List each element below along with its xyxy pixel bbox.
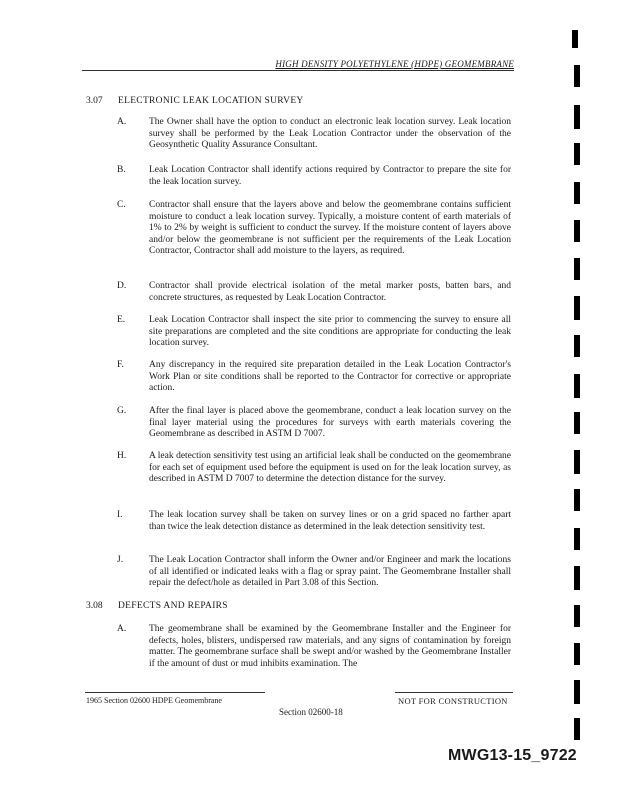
scan-edge-mark bbox=[572, 30, 578, 48]
item-paragraph: The geomembrane shall be examined by the Geomembrane Installer and the Engineer for defects, holes, blisters, undispersed raw materials, and any signs of contamination by foreign matter. The geomembrane surface shall be swept and/or washed by the Geomembrane Installer if the amount of dust or mud inhibits examination. The bbox=[149, 624, 511, 669]
item-letter: A. bbox=[117, 624, 127, 634]
scan-edge-mark bbox=[574, 296, 580, 320]
section-title: DEFECTS AND REPAIRS bbox=[118, 601, 228, 611]
item-letter: J. bbox=[117, 555, 124, 565]
scan-edge-mark bbox=[574, 182, 580, 204]
item-paragraph: The leak location survey shall be taken on survey lines or on a grid spaced no farther apart than twice the leak detection distance as determined in the leak detection sensitivity test. bbox=[149, 510, 511, 532]
item-paragraph: Leak Location Contractor shall inspect the site prior to commencing the survey to ensure all site preparations are completed and the site conditions are appropriate for conducting the leak location survey. bbox=[149, 315, 511, 348]
scan-edge-mark bbox=[574, 65, 580, 87]
item-letter: G. bbox=[117, 406, 127, 416]
footer-right: NOT FOR CONSTRUCTION bbox=[398, 696, 508, 706]
bates-number: MWG13-15_9722 bbox=[448, 747, 577, 764]
header-title: HIGH DENSITY POLYETHYLENE (HDPE) GEOMEMBRANE bbox=[275, 59, 514, 69]
section-number: 3.08 bbox=[86, 601, 103, 611]
scan-edge-mark bbox=[574, 528, 580, 550]
item-paragraph: The Owner shall have the option to conduct an electronic leak location survey. Leak location survey shall be performed by the Leak Location Contractor under the observation of the Geosynthetic Quality Assurance Consultant. bbox=[149, 117, 511, 150]
item-paragraph: The Leak Location Contractor shall inform the Owner and/or Engineer and mark the locations of all identified or indicated leaks with a flag or spray paint. The Geomembrane Installer shall repair the defect/hole as detailed in Part 3.08 of this Section. bbox=[149, 555, 511, 588]
footer-page-number: Section 02600-18 bbox=[279, 707, 343, 717]
scan-edge-mark bbox=[574, 143, 580, 165]
item-letter: D. bbox=[117, 281, 127, 291]
scan-edge-mark bbox=[574, 220, 580, 242]
item-letter: F. bbox=[117, 360, 124, 370]
item-letter: I. bbox=[117, 510, 123, 520]
scan-edge-mark bbox=[574, 489, 580, 511]
scan-edge-mark bbox=[574, 643, 580, 665]
item-paragraph: Contractor shall ensure that the layers above and below the geomembrane contains sufficient moisture to conduct a leak location survey. Typically, a moisture content of earth materials of 1% to 2% by weight is sufficient to conduct the survey. If the moisture content of layers above and/or below the geomembrane is not sufficient per the requirements of the Leak Location Contractor, Contractor shall add moisture to the layers, as required. bbox=[149, 200, 511, 256]
scan-edge-mark bbox=[574, 412, 580, 434]
scan-edge-mark bbox=[574, 374, 580, 398]
scan-edge-mark bbox=[574, 605, 580, 627]
scan-edge-mark bbox=[574, 258, 580, 280]
item-paragraph: Leak Location Contractor shall identify actions required by Contractor to prepare the site for the leak location survey. bbox=[149, 165, 511, 187]
scan-edge-mark bbox=[574, 335, 580, 357]
scan-edge-mark bbox=[574, 566, 580, 590]
item-paragraph: After the final layer is placed above the geomembrane, conduct a leak location survey on the final layer material using the procedures for surveys with earth materials covering the Geomembrane as described in ASTM D 7007. bbox=[149, 406, 511, 439]
item-letter: A. bbox=[117, 117, 127, 127]
scan-edge-mark bbox=[574, 718, 580, 740]
footer-rule-right bbox=[395, 692, 513, 693]
section-number: 3.07 bbox=[86, 96, 103, 106]
item-letter: B. bbox=[117, 165, 126, 175]
footer-rule-left bbox=[85, 692, 265, 693]
item-letter: C. bbox=[117, 200, 126, 210]
scan-edge-mark bbox=[574, 450, 580, 474]
scan-edge-mark bbox=[574, 680, 580, 704]
item-paragraph: A leak detection sensitivity test using an artificial leak shall be conducted on the geomembrane for each set of equipment used before the equipment is used on for the leak location survey, as described in ASTM D 7007 to determine the detection distance for the survey. bbox=[149, 451, 511, 484]
item-letter: E. bbox=[117, 315, 126, 325]
item-letter: H. bbox=[117, 451, 127, 461]
item-paragraph: Contractor shall provide electrical isolation of the metal marker posts, batten bars, and concrete structures, as requested by Leak Location Contractor. bbox=[149, 281, 511, 303]
section-title: ELECTRONIC LEAK LOCATION SURVEY bbox=[118, 96, 304, 106]
footer-left: 1965 Section 02600 HDPE Geomembrane bbox=[86, 696, 222, 705]
header-rule bbox=[82, 70, 514, 71]
item-paragraph: Any discrepancy in the required site preparation detailed in the Leak Location Contractor's Work Plan or site conditions shall be reported to the Contractor for corrective or appropriate action. bbox=[149, 360, 511, 393]
scan-edge-mark bbox=[574, 105, 580, 129]
